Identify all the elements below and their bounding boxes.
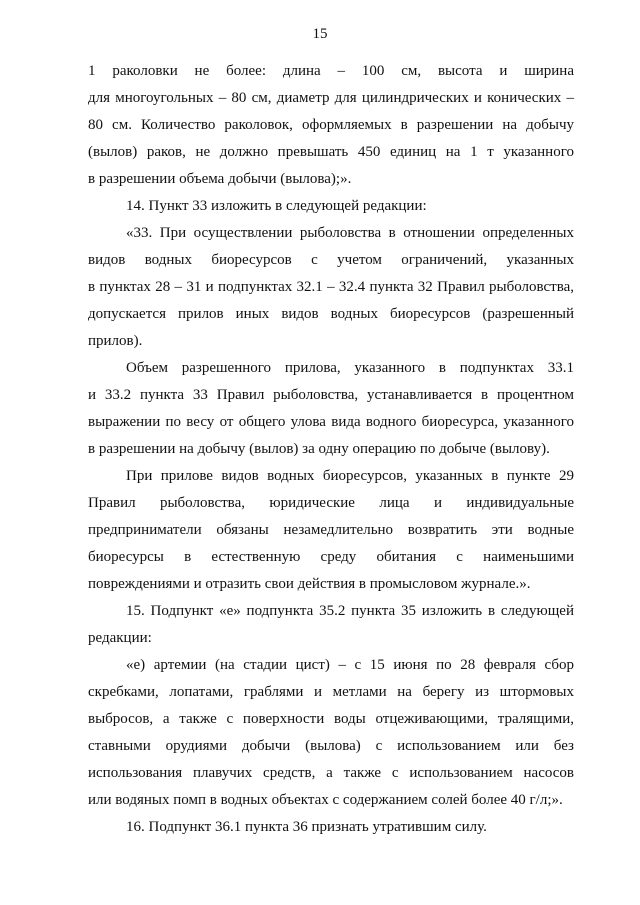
text-line: выражении по весу от общего улова вида водного биоресурса, указанного bbox=[88, 414, 574, 430]
paragraph-item-14 bbox=[88, 193, 574, 220]
text-line: 14. Пункт 33 изложить в следующей редакции: bbox=[126, 198, 427, 214]
text-line: использования плавучих средств, а также с использованием насосов bbox=[88, 765, 574, 781]
paragraph-item-16 bbox=[88, 814, 574, 841]
text-line: предприниматели обязаны незамедлительно возвратить эти водные bbox=[88, 522, 574, 538]
paragraph-item-15 bbox=[88, 598, 574, 652]
text-line: для многоугольных – 80 см, диаметр для цилиндрических и конических – bbox=[88, 90, 574, 106]
text-line: биоресурсы в естественную среду обитания с наименьшими bbox=[88, 549, 574, 565]
text-line: прилов). bbox=[88, 333, 143, 349]
paragraph-item-33 bbox=[88, 220, 574, 355]
text-line: видов водных биоресурсов с учетом ограничений, указанных bbox=[88, 252, 574, 268]
text-line: «33. При осуществлении рыболовства в отношении определенных bbox=[126, 225, 574, 241]
document-body bbox=[88, 58, 574, 841]
paragraph-raskolovki-dimensions bbox=[88, 58, 574, 193]
text-line: «е) артемии (на стадии цист) – с 15 июня по 28 февраля сбор bbox=[126, 657, 574, 673]
text-line: (вылов) раков, не должно превышать 450 единиц на 1 т указанного bbox=[88, 144, 574, 160]
page-number: 15 bbox=[312, 26, 328, 42]
text-line: Объем разрешенного прилова, указанного в подпунктах 33.1 bbox=[126, 360, 574, 376]
text-line: и 33.2 пункта 33 Правил рыболовства, устанавливается в процентном bbox=[88, 387, 574, 403]
paragraph-bycatch-volume bbox=[88, 355, 574, 463]
text-line: в разрешении объема добычи (вылова);». bbox=[88, 171, 352, 187]
text-line: выбросов, а также с поверхности воды отцеживающими, тралящими, bbox=[88, 711, 574, 727]
text-line: скребками, лопатами, граблями и метлами на берегу из штормовых bbox=[88, 684, 574, 700]
text-line: повреждениями и отразить свои действия в промысловом журнале.». bbox=[88, 576, 531, 592]
text-line: 80 см. Количество раколовок, оформляемых в разрешении на добычу bbox=[88, 117, 574, 133]
text-line: в разрешении на добычу (вылов) за одну операцию по добыче (вылову). bbox=[88, 441, 550, 457]
text-line: При прилове видов водных биоресурсов, указанных в пункте 29 bbox=[126, 468, 574, 484]
paragraph-artemia bbox=[88, 652, 574, 814]
text-line: допускается прилов иных видов водных биоресурсов (разрешенный bbox=[88, 306, 574, 322]
text-line: 15. Подпункт «е» подпункта 35.2 пункта 35 изложить в следующей bbox=[126, 603, 574, 619]
text-line: или водяных помп в водных объектах с содержанием солей более 40 г/л;». bbox=[88, 792, 563, 808]
text-line: в пунктах 28 – 31 и подпунктах 32.1 – 32.4 пункта 32 Правил рыболовства, bbox=[88, 279, 574, 295]
text-line: редакции: bbox=[88, 630, 152, 646]
text-line: Правил рыболовства, юридические лица и индивидуальные bbox=[88, 495, 574, 511]
text-line: 1 раколовки не более: длина – 100 см, высота и ширина bbox=[88, 63, 574, 79]
text-line: 16. Подпункт 36.1 пункта 36 признать утратившим силу. bbox=[126, 819, 487, 835]
paragraph-bycatch-return bbox=[88, 463, 574, 598]
text-line: ставными орудиями добычи (вылова) с использованием или без bbox=[88, 738, 574, 754]
